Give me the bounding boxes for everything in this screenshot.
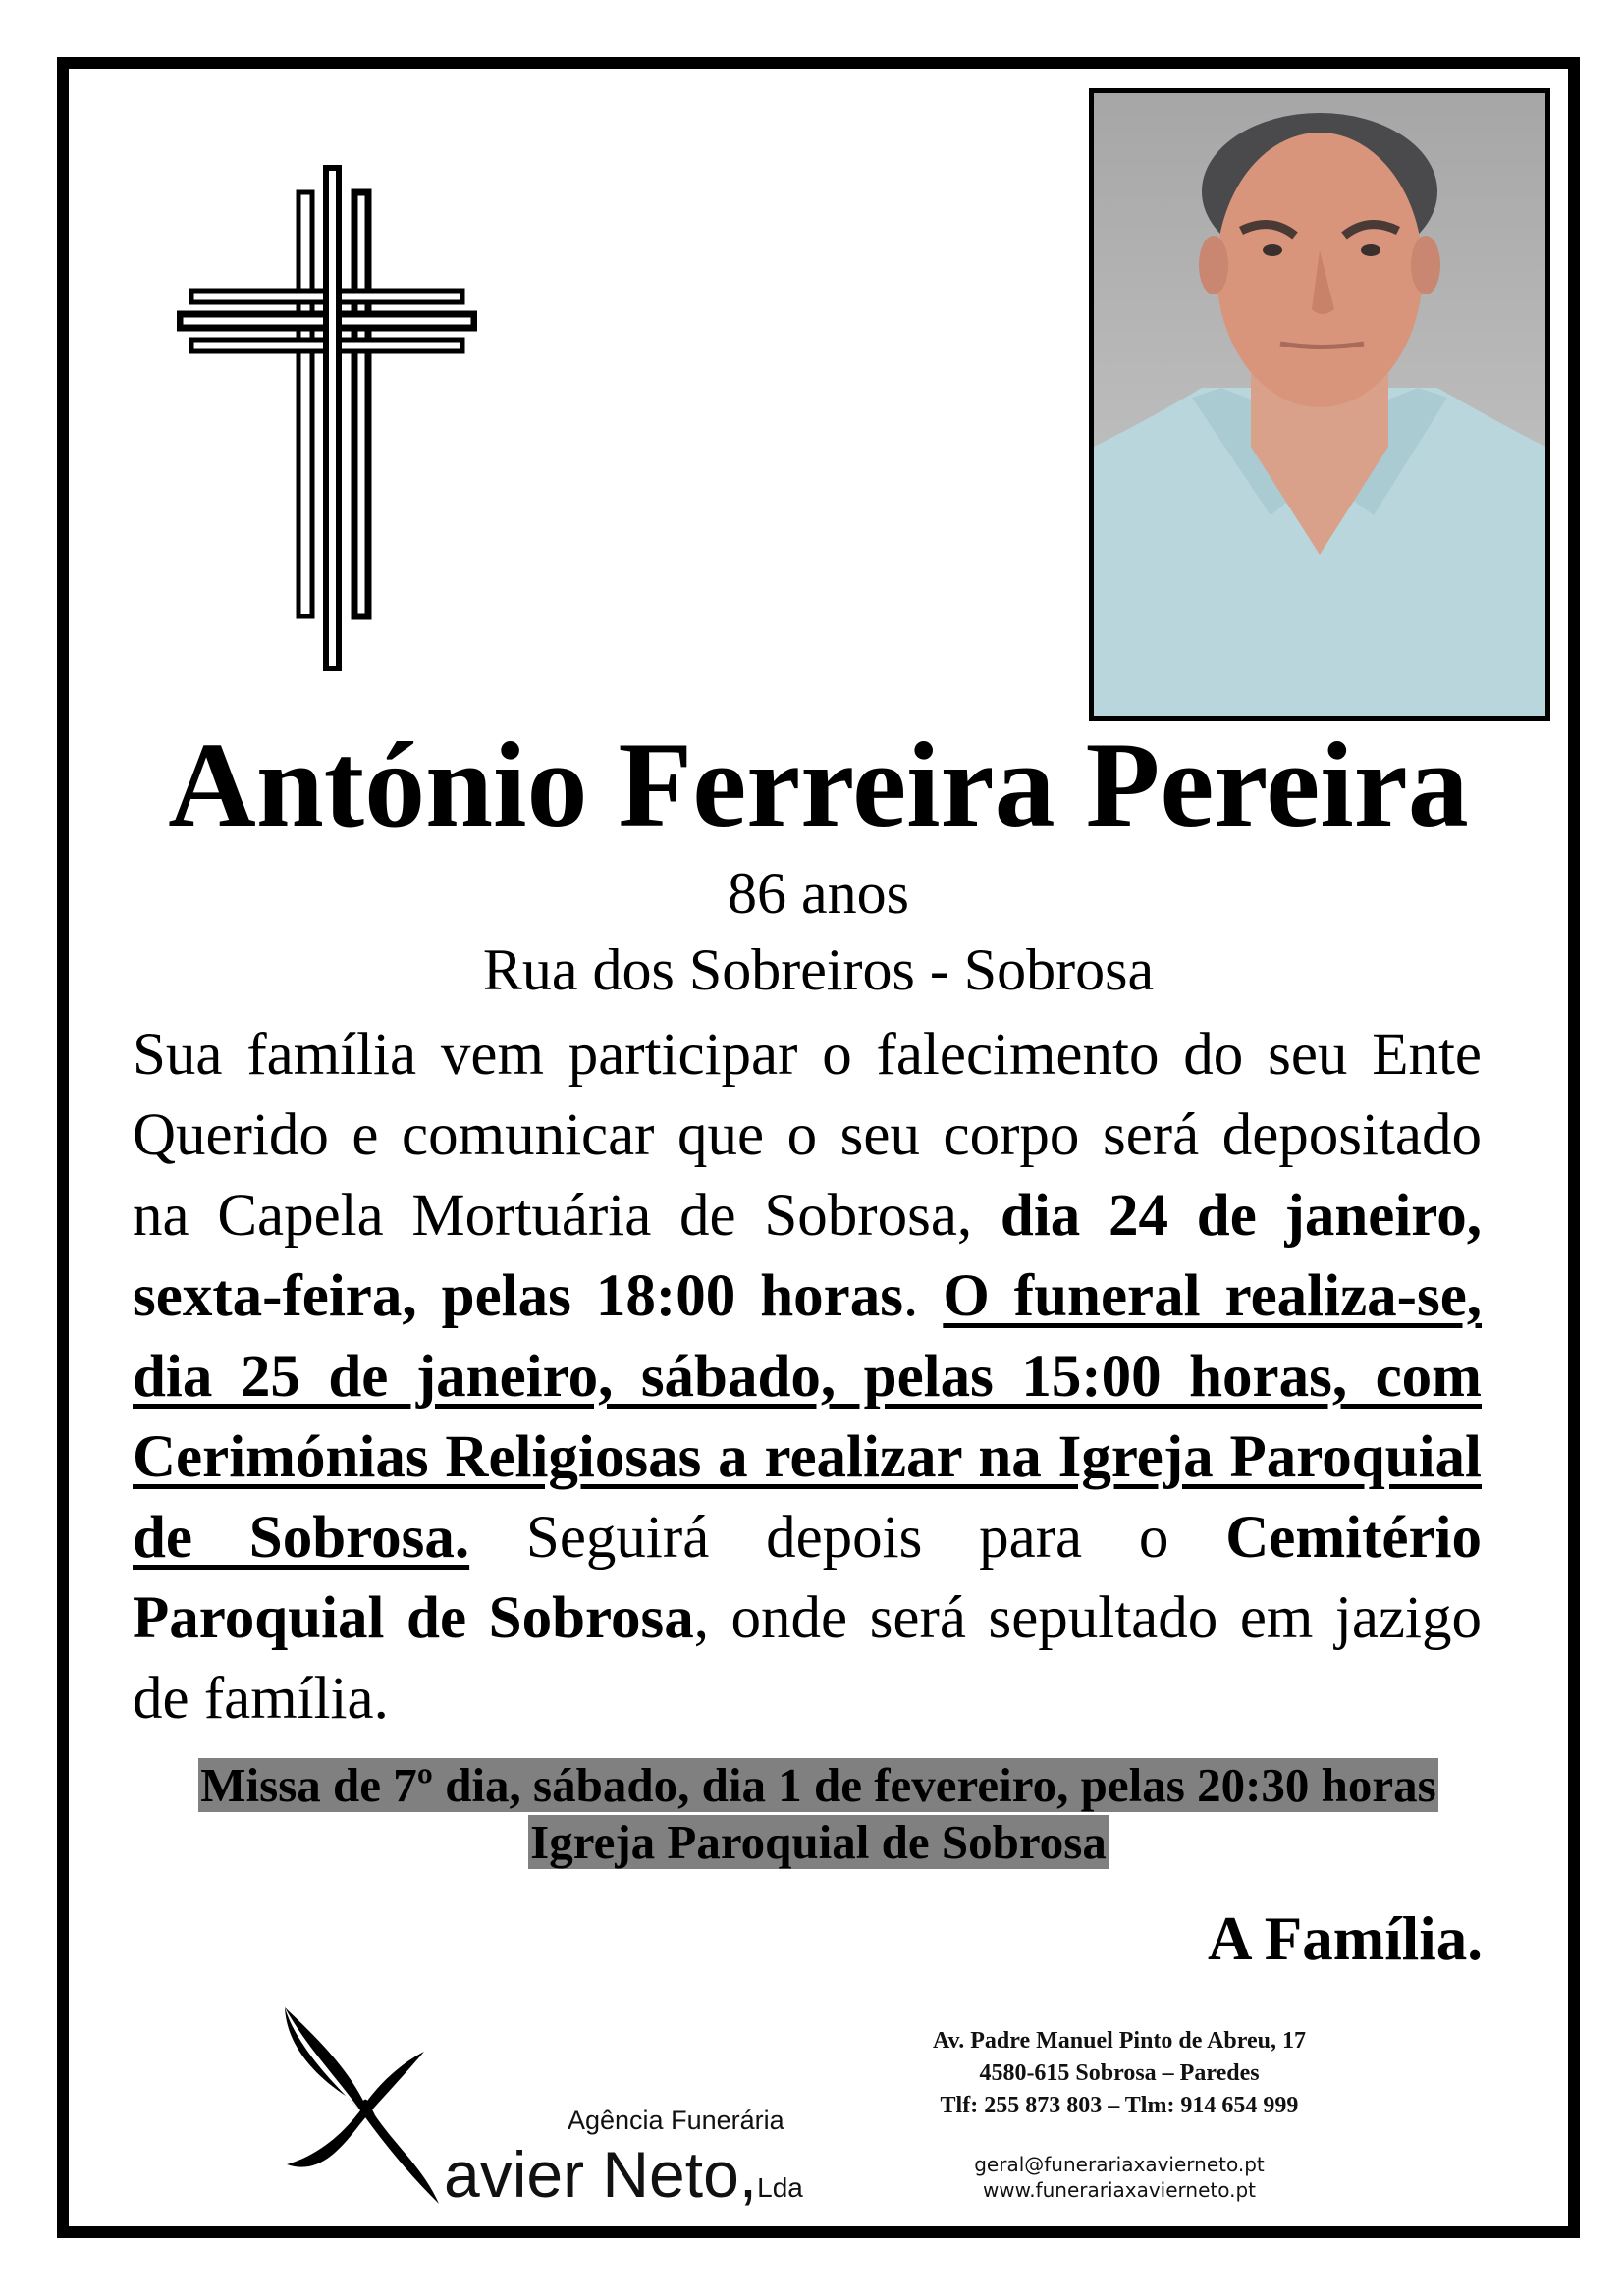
xavier-x-logo-icon [277, 2007, 444, 2204]
agency-name [444, 2140, 803, 2222]
mass-line-1: Missa de 7º dia, sábado, dia 1 de fevereiro, pelas 20:30 horas [200, 1758, 1436, 1812]
body-end: , onde será sepultado em jazigo de família. [133, 1585, 1482, 1732]
agency-address-line-2: 4580-615 Sobrosa – Paredes [979, 2060, 1260, 2086]
deceased-address: Rua dos Sobreiros - Sobrosa [482, 937, 1155, 1002]
mass-announcement [69, 1757, 1568, 1871]
portrait-illustration [1094, 93, 1545, 716]
body-sep: . [903, 1263, 944, 1329]
agency-web [864, 2152, 1375, 2203]
agency-label: Agência Funerária [568, 2106, 784, 2135]
body-continue: Seguirá depois para o [469, 1505, 1226, 1571]
funeral-details: O funeral realiza-se, dia 25 de janeiro, sábado, pelas 15:00 horas, com Cerimónias Religiosas a realizar na Igreja Paroquial de Sobrosa. [133, 1263, 1483, 1571]
portrait-photo [1089, 88, 1550, 721]
body-intro: Sua família vem participar o falecimento do seu Ente Querido e comunicar que o seu corpo será depositado na Capela Mortuária de Sobrosa, [133, 1022, 1482, 1249]
agency-address-line-1: Av. Padre Manuel Pinto de Abreu, 17 [932, 2028, 1306, 2054]
cross-icon [177, 165, 477, 675]
agency-name-text: avier Neto, [444, 2138, 758, 2211]
agency-suffix: Lda [757, 2172, 803, 2203]
agency-contact [864, 2025, 1375, 2122]
deceased-age: 86 anos [728, 861, 909, 926]
mass-line-2: Igreja Paroquial de Sobrosa [530, 1815, 1107, 1869]
wake-date: dia 24 de janeiro, sexta-feira, pelas 18:00 horas [133, 1183, 1482, 1329]
signature: A Família. [1208, 1904, 1483, 1973]
cemetery-name: Cemitério Paroquial de Sobrosa [133, 1505, 1483, 1651]
announcement-body [133, 1015, 1482, 1739]
agency-email[interactable]: geral@funerariaxavierneto.pt [974, 2153, 1265, 2176]
agency-website[interactable]: www.funerariaxavierneto.pt [982, 2178, 1257, 2202]
deceased-name: António Ferreira Pereira [168, 718, 1469, 852]
agency-phones: Tlf: 255 873 803 – Tlm: 914 654 999 [940, 2093, 1299, 2118]
